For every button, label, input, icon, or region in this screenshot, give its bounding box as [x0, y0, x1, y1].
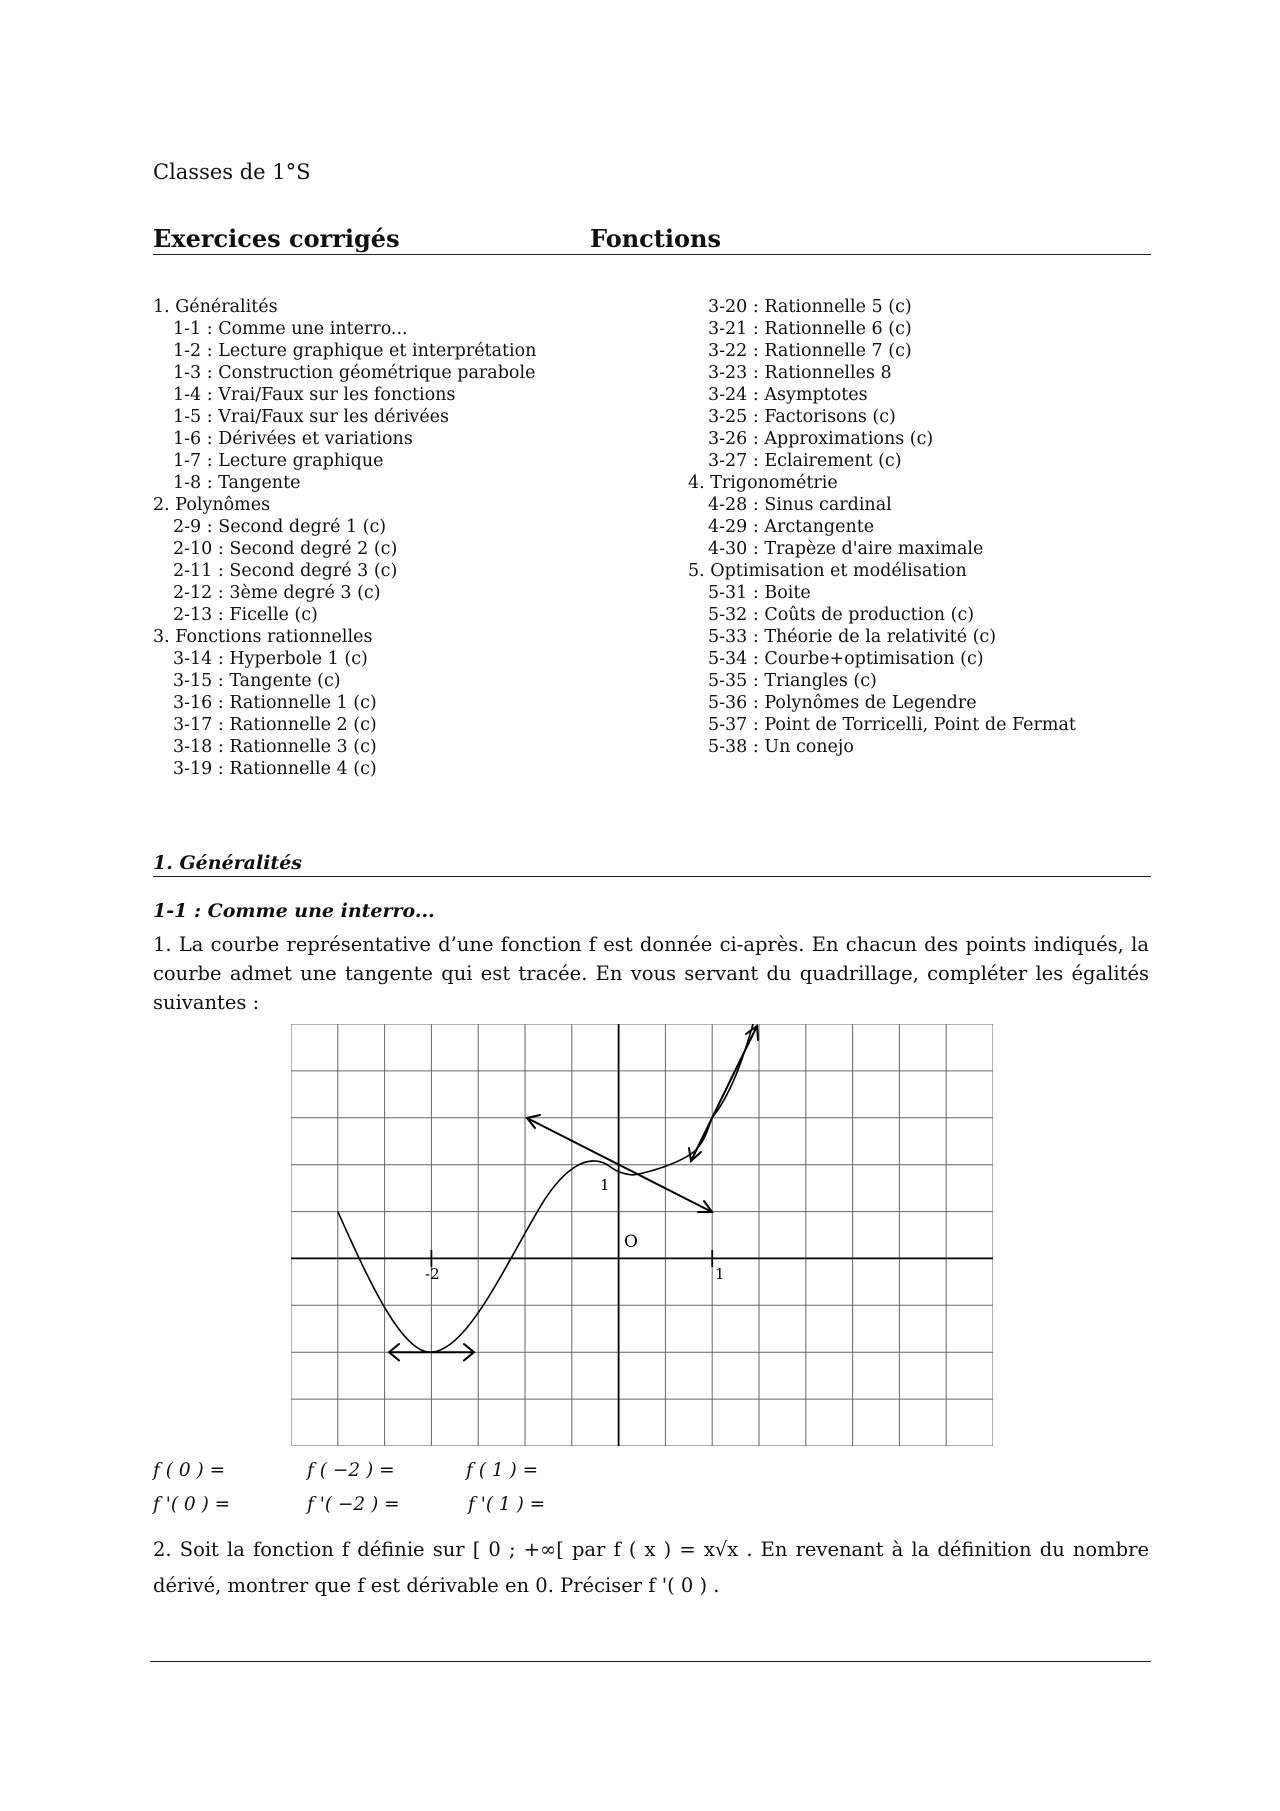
- toc-item[interactable]: 3-18 : Rationnelle 3 (c): [173, 737, 377, 757]
- toc-section[interactable]: 2. Polynômes: [153, 495, 271, 515]
- question-2-text: 2. Soit la fonction f définie sur [ 0 ; +∞[ par f ( x ) = x√x . En revenant à la définition du nombre dérivé, montrer que f est dérivable en 0. Préciser f '( 0 ) .: [153, 1538, 1149, 1597]
- toc-item[interactable]: 1-1 : Comme une interro...: [173, 319, 408, 339]
- toc-item[interactable]: 1-4 : Vrai/Faux sur les fonctions: [173, 385, 456, 405]
- toc-right-column: [688, 296, 1076, 758]
- toc-item[interactable]: 3-26 : Approximations (c): [708, 429, 934, 449]
- toc-item[interactable]: 3-21 : Rationnelle 6 (c): [708, 319, 912, 339]
- equation-fprime-minus2: f '( −2 ) =: [307, 1494, 400, 1515]
- grid: [291, 1024, 993, 1446]
- toc-item[interactable]: 3-22 : Rationnelle 7 (c): [708, 341, 912, 361]
- exercise-heading: 1-1 : Comme une interro...: [153, 900, 435, 922]
- label-x-1: 1: [715, 1265, 725, 1283]
- toc-item[interactable]: 3-24 : Asymptotes: [708, 385, 868, 405]
- toc-item[interactable]: 3-17 : Rationnelle 2 (c): [173, 715, 377, 735]
- toc-item[interactable]: 5-38 : Un conejo: [708, 737, 854, 757]
- toc-item[interactable]: 3-23 : Rationnelles 8: [708, 363, 892, 383]
- toc-item[interactable]: 4-28 : Sinus cardinal: [708, 495, 892, 515]
- toc-item[interactable]: 1-2 : Lecture graphique et interprétation: [173, 341, 537, 361]
- toc-item[interactable]: 1-7 : Lecture graphique: [173, 451, 384, 471]
- equation-fprime1: f '( 1 ) =: [468, 1494, 546, 1515]
- toc-item[interactable]: 2-10 : Second degré 2 (c): [173, 539, 398, 559]
- toc-section[interactable]: 1. Généralités: [153, 297, 278, 317]
- document-title: Exercices corrigés: [153, 224, 400, 253]
- document-topic: Fonctions: [590, 224, 721, 253]
- toc-item[interactable]: 4-30 : Trapèze d'aire maximale: [708, 539, 984, 559]
- toc-item[interactable]: 3-15 : Tangente (c): [173, 671, 341, 691]
- toc-item[interactable]: 2-9 : Second degré 1 (c): [173, 517, 387, 537]
- toc-item[interactable]: 5-34 : Courbe+optimisation (c): [708, 649, 984, 669]
- equation-fprime0: f '( 0 ) =: [153, 1494, 231, 1515]
- tangent-lines: [389, 1026, 758, 1360]
- label-origin: O: [624, 1232, 638, 1252]
- axes: [291, 1024, 993, 1446]
- toc-section[interactable]: 3. Fonctions rationnelles: [153, 627, 373, 647]
- equation-f1: f ( 1 ) =: [466, 1460, 539, 1481]
- toc-item[interactable]: 1-3 : Construction géométrique parabole: [173, 363, 536, 383]
- toc-section[interactable]: 5. Optimisation et modélisation: [688, 561, 967, 581]
- toc-item[interactable]: 1-6 : Dérivées et variations: [173, 429, 413, 449]
- bottom-rule: [150, 1661, 1151, 1662]
- toc-item[interactable]: 5-32 : Coûts de production (c): [708, 605, 975, 625]
- question-1-text: 1. La courbe représentative d’une fonction f est donnée ci-après. En chacun des points indiqués, la courbe admet une tangente qui est tracée. En vous servant du quadrillage, compléter les égalités suivantes :: [153, 933, 1149, 1014]
- toc-item[interactable]: 5-33 : Théorie de la relativité (c): [708, 627, 997, 647]
- toc-item[interactable]: 3-14 : Hyperbole 1 (c): [173, 649, 368, 669]
- toc-item[interactable]: 3-25 : Factorisons (c): [708, 407, 896, 427]
- document-header: [153, 224, 1151, 255]
- toc-item[interactable]: 2-11 : Second degré 3 (c): [173, 561, 398, 581]
- toc-item[interactable]: 2-12 : 3ème degré 3 (c): [173, 583, 381, 603]
- equation-f0: f ( 0 ) =: [153, 1460, 226, 1481]
- class-label: Classes de 1°S: [153, 160, 311, 184]
- label-y-1: 1: [600, 1176, 610, 1194]
- toc-left-column: [153, 296, 536, 780]
- section-heading: 1. Généralités: [153, 852, 302, 874]
- label-x-minus2: -2: [425, 1265, 440, 1283]
- toc-section[interactable]: 4. Trigonométrie: [688, 473, 838, 493]
- function-curve: [338, 1024, 753, 1352]
- toc-item[interactable]: 5-35 : Triangles (c): [708, 671, 877, 691]
- function-graph: [291, 1024, 993, 1446]
- toc-item[interactable]: 1-5 : Vrai/Faux sur les dérivées: [173, 407, 450, 427]
- toc-item[interactable]: 2-13 : Ficelle (c): [173, 605, 318, 625]
- tangent-at-1: [691, 1026, 757, 1161]
- toc-item[interactable]: 3-19 : Rationnelle 4 (c): [173, 759, 377, 779]
- toc-item[interactable]: 4-29 : Arctangente: [708, 517, 875, 537]
- toc-item[interactable]: 3-27 : Eclairement (c): [708, 451, 902, 471]
- toc-item[interactable]: 1-8 : Tangente: [173, 473, 301, 493]
- toc-item[interactable]: 5-37 : Point de Torricelli, Point de Fermat: [708, 715, 1076, 735]
- toc-item[interactable]: 3-20 : Rationnelle 5 (c): [708, 297, 912, 317]
- toc-item[interactable]: 5-36 : Polynômes de Legendre: [708, 693, 977, 713]
- toc-item[interactable]: 5-31 : Boite: [708, 583, 811, 603]
- section-header: [153, 852, 1151, 877]
- toc-item[interactable]: 3-16 : Rationnelle 1 (c): [173, 693, 377, 713]
- equation-f-minus2: f ( −2 ) =: [307, 1460, 395, 1481]
